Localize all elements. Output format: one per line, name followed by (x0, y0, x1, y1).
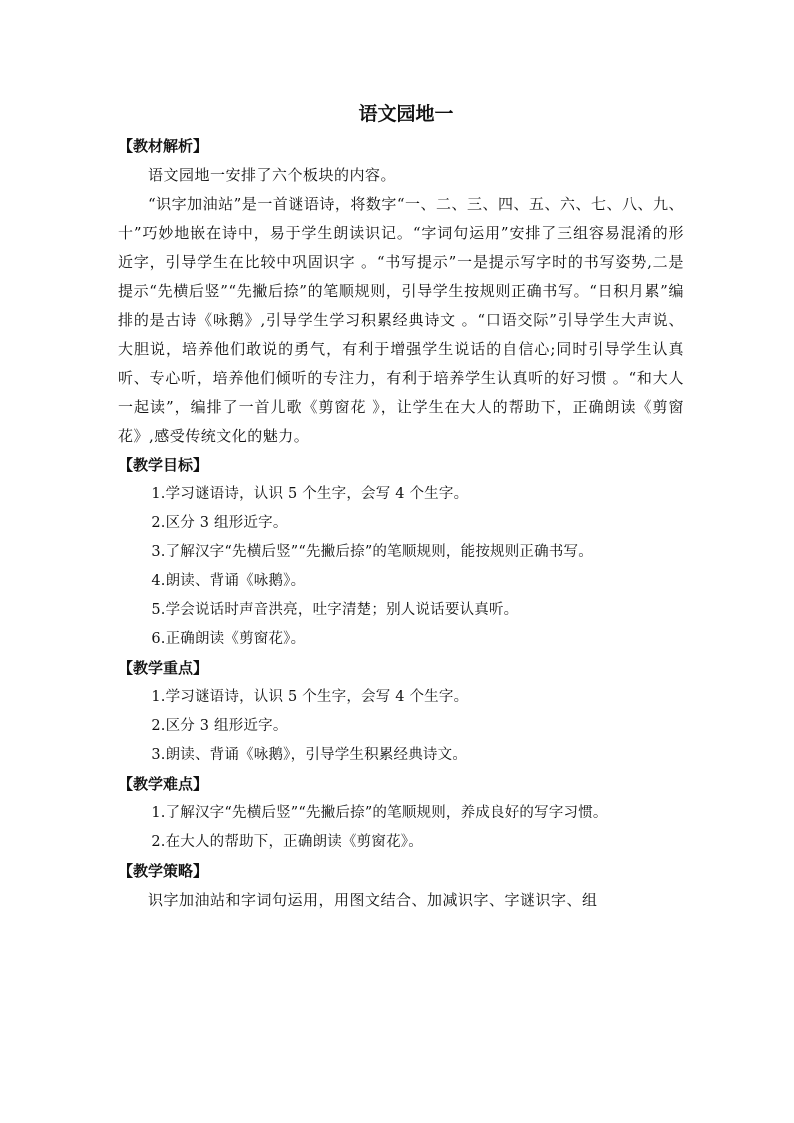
section-heading-difficulties: 【教学难点】 (118, 775, 209, 793)
strategies-paragraph-1: 识字加油站和字词句运用，用图文结合、加减识字、字谜识字、组 (148, 891, 598, 909)
key-point-item: 3.朗读、背诵《咏鹅》，引导学生积累经典诗文。 (151, 747, 468, 763)
goal-item: 6.正确朗读《剪窗花》。 (151, 631, 306, 647)
document-page (118, 96, 684, 915)
key-point-item: 1.学习谜语诗，认识 5 个生字，会写 4 个生字。 (151, 689, 469, 705)
difficulty-item: 1.了解汉字“先横后竖”“先撇后捺”的笔顺规则，养成良好的写字习惯。 (151, 805, 608, 821)
key-point-item: 2.区分 3 组形近字。 (151, 718, 288, 734)
section-heading-analysis: 【教材解析】 (118, 137, 209, 155)
goal-item: 5.学会说话时声音洪亮，吐字清楚；别人说话要认真听。 (151, 602, 519, 618)
goal-item: 3.了解汉字“先横后竖”“先撇后捺”的笔顺规则，能按规则正确书写。 (151, 544, 593, 560)
document-title: 语文园地一 (358, 103, 454, 125)
goal-item: 2.区分 3 组形近字。 (151, 515, 288, 531)
analysis-paragraph-1: 语文园地一安排了六个板块的内容。 (148, 166, 397, 184)
analysis-paragraph-2: “识字加油站”是一首谜语诗，将数字“一、二、三、四、五、六、七、八、九、十”巧妙地嵌在诗中，易于学生朗读识记。“字词句运用”安排了三组容易混淆的形近字，引导学生在比较中巩固识字 。“书写提示”一是提示写字时的书写姿势,二是提示“先横后竖”“先撇后捺”的笔顺规则，引导学生按规则正确书写。“日积月累”编排的是古诗《咏鹅》,引导学生学习积累经典诗文 。“口语交际”引导学生大声说、大胆说，培养他们敢说的勇气，有利于增强学生说话的自信心;同时引导学生认真听、专心听，培养他们倾听的专注力，有利于培养学生认真听的好习惯 。“和大人一起读”，编排了一首儿歌《剪窗花 》，让学生在大人的帮助下，正确朗读《剪窗花》,感受传统文化的魅力。 (118, 195, 685, 445)
difficulty-item: 2.在大人的帮助下，正确朗读《剪窗花》。 (151, 834, 423, 850)
goal-item: 1.学习谜语诗，认识 5 个生字，会写 4 个生字。 (151, 486, 469, 502)
goal-item: 4.朗读、背诵《咏鹅》。 (151, 573, 306, 589)
section-heading-goals: 【教学目标】 (118, 456, 209, 474)
section-heading-strategies: 【教学策略】 (118, 862, 209, 880)
section-heading-key-points: 【教学重点】 (118, 659, 209, 677)
